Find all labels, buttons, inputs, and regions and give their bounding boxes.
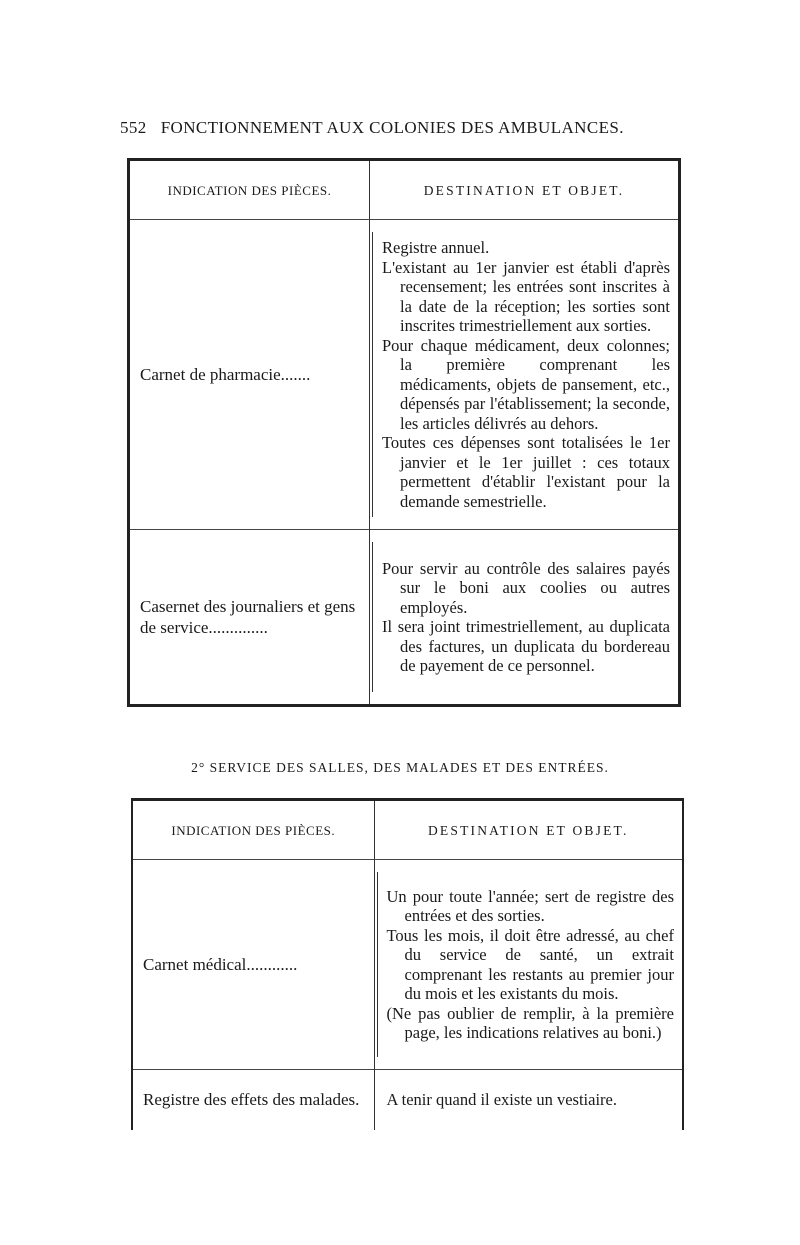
desc-paragraph: Tous les mois, il doit être adressé, au chef du service de santé, un extrait comprenant les restants au premier jour du mois et les existants du mois. [386,925,674,1003]
desc-paragraph: Registre annuel. [382,238,490,257]
col-header-destination: DESTINATION ET OBJET. [370,160,680,220]
row-label: Carnet médical............ [132,860,374,1070]
row-label: Carnet de pharmacie....... [129,220,370,530]
row-description [374,1070,683,1130]
desc-paragraph: A tenir quand il existe un vestiaire. [386,1090,617,1109]
row-description [370,530,680,706]
desc-paragraph: Il sera joint trimestriellement, au duplicata des factures, un duplicata du bordereau de payement de ce personnel. [382,617,670,675]
desc-paragraph: Toutes ces dépenses sont totalisées le 1er janvier et le 1er juillet : ces totaux permettent d'établir l'existant pour la demande semestrielle. [382,433,670,511]
desc-paragraph: Pour servir au contrôle des salaires payés sur le boni aux coolies ou autres employés. [382,558,670,617]
col-header-indication: INDICATION DES PIÈCES. [132,800,374,860]
brace-mark [377,872,384,1057]
running-title: FONCTIONNEMENT AUX COLONIES DES AMBULANCES. [160,118,624,137]
row-description [374,860,683,1070]
brace-mark [372,232,379,517]
page-number: 552 [120,118,147,137]
desc-paragraph: (Ne pas oublier de remplir, à la première page, les indications relatives au boni.) [386,1003,674,1042]
pieces-table-medical [131,798,684,1130]
row-label: Registre des effets des malades. [132,1070,374,1130]
pieces-table-pharmacy [127,158,681,707]
running-header [120,118,680,138]
desc-paragraph: L'existant au 1er janvier est établi d'après recensement; les entrées sont inscrites à la date de la réception; les sorties sont inscrites trimestriellement aux sorties. [382,257,670,335]
col-header-destination: DESTINATION ET OBJET. [374,800,683,860]
section-title: 2° SERVICE DES SALLES, DES MALADES ET DES ENTRÉES. [191,760,609,775]
brace-mark [372,542,379,692]
col-header-indication: INDICATION DES PIÈCES. [129,160,370,220]
row-label: Casernet des journaliers et gens de service.............. [129,530,370,706]
desc-paragraph: Un pour toute l'année; sert de registre des entrées et des sorties. [386,886,674,925]
desc-paragraph: Pour chaque médicament, deux colonnes; la première comprenant les médicaments, objets de pansement, etc., dépensés par l'établissement; la seconde, les articles délivrés au dehors. [382,335,670,433]
row-description [370,220,680,530]
